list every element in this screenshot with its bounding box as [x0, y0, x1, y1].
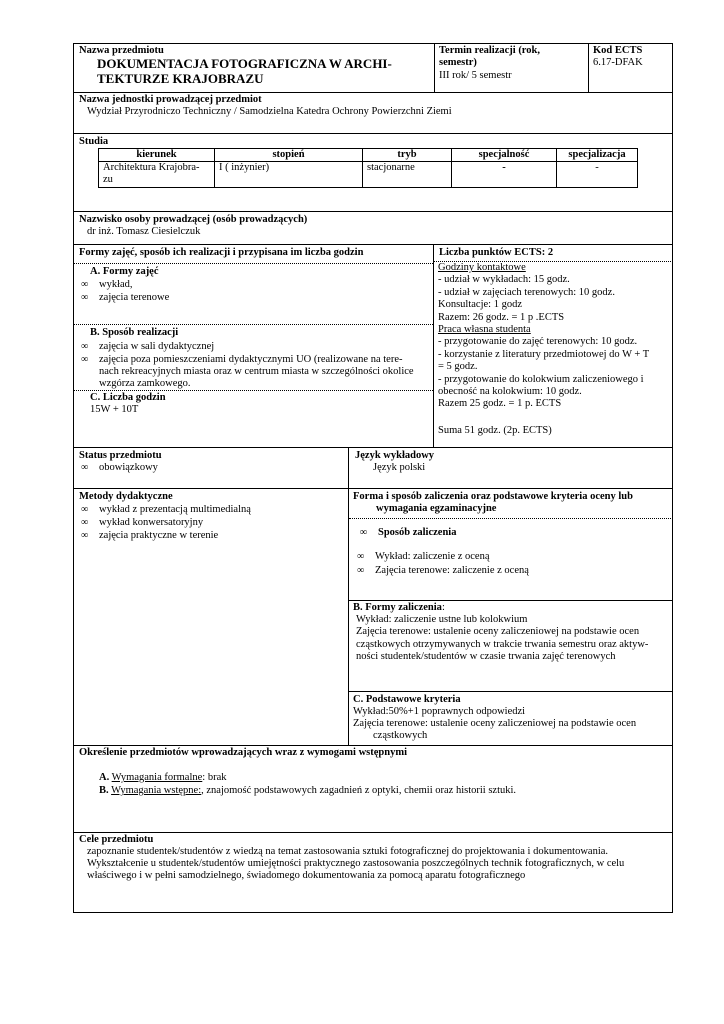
dotted-divider — [73, 263, 433, 264]
forms-ects-divider — [433, 244, 434, 447]
assessment-b-colon: : — [441, 602, 445, 613]
prerequisites-a-value: : brak — [202, 772, 227, 783]
goals-line-3: właściwego i w pełni samodzielnego, świadomego dokumentowania za pomocą aparatu fotograficznego — [87, 870, 526, 881]
unit-value: Wydział Przyrodniczo Techniczny / Samodzielna Katedra Ochrony Powierzchni Ziemi — [87, 106, 452, 117]
forms-b-title: B. Sposób realizacji — [90, 327, 179, 338]
studies-cell-kierunek — [99, 162, 215, 188]
status-value: ∞ obowiązkowy — [99, 462, 158, 474]
forms-b-item-2-line3: wzgórza zamkowego. — [99, 378, 191, 389]
header-divider-1 — [434, 43, 435, 92]
forms-label: Formy zajęć, sposób ich realizacji i przypisana im liczba godzin — [79, 247, 364, 258]
kierunek-line2: zu — [103, 174, 113, 185]
methods-assessment-divider — [348, 488, 349, 745]
ects-line: - udział w zajęciach terenowych: 10 godz. — [438, 286, 615, 298]
ects-code-value: 6.17-DFAK — [593, 57, 643, 68]
ects-line: Godziny kontaktowe — [438, 262, 526, 273]
goals-line-1: zapoznanie studentek/studentów z wiedzą na temat zastosowania sztuki fotograficznej do projektowania i dokumentowania. — [87, 846, 609, 857]
row-divider — [73, 133, 673, 134]
assessment-a-title: ∞ Sposób zaliczenia — [378, 527, 456, 539]
ects-line: - korzystanie z literatury przedmiotowej do W + T — [438, 348, 650, 360]
ects-line: - udział w wykładach: 15 godz. — [438, 274, 570, 286]
ects-line: = 5 godz. — [438, 361, 478, 373]
studies-col-kierunek: kierunek — [99, 149, 215, 162]
ects-line: Razem: 26 godz. = 1 p .ECTS — [438, 311, 565, 323]
prerequisites-b-value: , znajomość podstawowych zagadnień z optyki, chemii oraz historii sztuki. — [201, 785, 517, 796]
ects-points-label: Liczba punktów ECTS: 2 — [439, 247, 554, 258]
row-divider — [73, 211, 673, 212]
studies-col-tryb: tryb — [363, 149, 452, 162]
prerequisites-a — [99, 772, 226, 784]
row-divider — [73, 447, 673, 448]
instructor-value: dr inż. Tomasz Ciesielczuk — [87, 226, 201, 237]
ects-line: Konsultacje: 1 godz — [438, 299, 522, 311]
ects-line: Praca własna studenta — [438, 324, 531, 336]
studies-col-stopien: stopień — [215, 149, 363, 162]
methods-item-2: ∞ wykład konwersatoryjny — [99, 517, 203, 529]
forms-b-item-2-line1: ∞ zajęcia poza pomieszczeniami dydaktycznymi UO (realizowane na tere- — [99, 354, 402, 366]
term-label-line1: Termin realizacji (rok, — [439, 45, 540, 56]
methods-item-1: ∞ wykład z prezentacją multimedialną — [99, 504, 251, 516]
header-divider-2 — [588, 43, 589, 92]
assessment-c-line-2: Zajęcia terenowe: ustalenie oceny zaliczeniowej na podstawie ocen — [353, 718, 637, 729]
forms-a-title: A. Formy zajęć — [90, 266, 159, 277]
assessment-b-line: Zajęcia terenowe: ustalenie oceny zaliczeniowej na podstawie ocen — [356, 626, 640, 638]
row-divider — [73, 92, 673, 93]
dotted-divider — [349, 518, 673, 519]
course-title-line2: TEKTURZE KRAJOBRAZU — [97, 71, 264, 86]
dotted-divider — [73, 390, 433, 391]
status-language-divider — [348, 447, 349, 488]
forms-b-item-1: ∞ zajęcia w sali dydaktycznej — [99, 341, 214, 353]
assessment-b-line: Wykład: zaliczenie ustne lub kolokwium — [356, 614, 528, 625]
assessment-b-title — [353, 602, 445, 614]
prerequisites-b — [99, 785, 516, 797]
term-label-line2: semestr) — [439, 57, 477, 68]
ects-breakdown — [438, 262, 649, 437]
forms-b-item-2-line2: nach rekreacyjnych miasta oraz w centrum miasta w szczególności okolice — [99, 366, 414, 377]
ects-line: obecność na kolokwium: 10 godz. — [438, 386, 582, 398]
status-label: Status przedmiotu — [79, 450, 162, 461]
studies-cell-specjalnosc: - — [452, 162, 557, 188]
assessment-a-item-1: ∞ Wykład: zaliczenie z oceną — [375, 551, 490, 563]
studies-label: Studia — [79, 136, 109, 147]
goals-line-2: Wykształcenie u studentek/studentów umiejętności praktycznego zastosowania poszczególnych technik fotograficznych, w celu — [87, 858, 625, 869]
studies-cell-specjalizacja: - — [557, 162, 638, 188]
studies-cell-stopien: I ( inżynier) — [215, 162, 363, 188]
forms-c-title: C. Liczba godzin — [90, 392, 166, 403]
studies-table — [98, 148, 638, 188]
ects-line: - przygotowanie do zajęć terenowych: 10 godz. — [438, 336, 638, 348]
assessment-c-line-1: Wykład:50%+1 poprawnych odpowiedzi — [353, 706, 526, 717]
course-title-line1: DOKUMENTACJA FOTOGRAFICZNA W ARCHI- — [97, 56, 392, 71]
language-label: Język wykładowy — [355, 450, 435, 461]
forms-a-item-1: ∞ wykład, — [99, 279, 133, 291]
language-value: Język polski — [373, 462, 426, 473]
unit-label: Nazwa jednostki prowadzącej przedmiot — [79, 94, 262, 105]
kierunek-line1: Architektura Krajobra- — [103, 162, 200, 173]
row-divider — [73, 745, 673, 746]
ects-line: - przygotowanie do kolokwium zaliczeniowego i — [438, 373, 644, 385]
prerequisites-b-prefix: B. — [99, 785, 109, 796]
assessment-c-title: C. Podstawowe kryteria — [353, 694, 461, 705]
studies-cell-tryb: stacjonarne — [363, 162, 452, 188]
ects-line: Razem 25 godz. = 1 p. ECTS — [438, 398, 562, 410]
studies-col-specjalizacja: specjalizacja — [557, 149, 638, 162]
methods-label: Metody dydaktyczne — [79, 491, 173, 502]
assessment-b-line: ności studentek/studentów w czasie trwania zajęć terenowych — [356, 651, 616, 663]
assessment-b-title-text: B. Formy zaliczenia — [353, 602, 442, 613]
prerequisites-a-prefix: A. — [99, 772, 110, 783]
prerequisites-a-term: Wymagania formalne — [111, 772, 203, 783]
assessment-label-line2: wymagania egzaminacyjne — [376, 503, 497, 514]
assessment-label-line1: Forma i sposób zaliczenia oraz podstawowe kryteria oceny lub — [353, 491, 633, 502]
prerequisites-label: Określenie przedmiotów wprowadzających wraz z wymogami wstępnymi — [79, 747, 407, 758]
row-divider — [73, 244, 673, 245]
forms-c-value: 15W + 10T — [90, 404, 139, 415]
row-divider — [348, 691, 673, 692]
dotted-divider — [73, 324, 433, 325]
prerequisites-b-term: Wymagania wstępne: — [111, 785, 202, 796]
assessment-c-line-3: cząstkowych — [373, 730, 428, 741]
assessment-b-line: cząstkowych otrzymywanych w trakcie trwania semestru oraz aktyw- — [356, 638, 649, 650]
forms-a-item-2: ∞ zajęcia terenowe — [99, 292, 169, 304]
course-name-label: Nazwa przedmiotu — [79, 45, 164, 56]
term-value: III rok/ 5 semestr — [439, 70, 512, 81]
row-divider — [348, 600, 673, 601]
row-divider — [73, 488, 673, 489]
ects-line: Suma 51 godz. (2p. ECTS) — [438, 424, 552, 436]
assessment-a-item-2: ∞ Zajęcia terenowe: zaliczenie z oceną — [375, 565, 529, 577]
instructor-label: Nazwisko osoby prowadzącej (osób prowadzących) — [79, 214, 308, 225]
methods-item-3: ∞ zajęcia praktyczne w terenie — [99, 530, 218, 542]
assessment-b-body — [356, 614, 648, 664]
row-divider — [73, 832, 673, 833]
studies-col-specjalnosc: specjalność — [452, 149, 557, 162]
goals-label: Cele przedmiotu — [79, 834, 154, 845]
ects-code-label: Kod ECTS — [593, 45, 643, 56]
ects-line — [438, 411, 649, 425]
